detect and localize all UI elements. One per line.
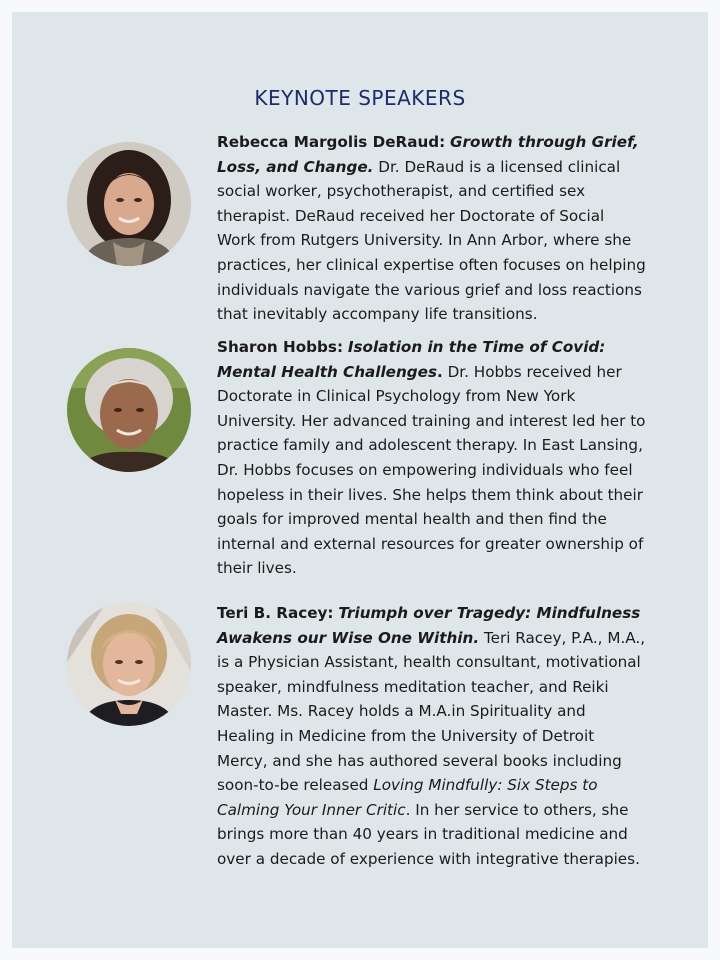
portrait-racey-image xyxy=(67,602,191,726)
speaker-name: Rebecca Margolis DeRaud: xyxy=(217,133,446,151)
portrait-hobbs-image xyxy=(67,348,191,472)
speaker-deraud xyxy=(217,130,647,327)
speaker-photo-hobbs xyxy=(67,348,191,472)
speaker-name: Sharon Hobbs: xyxy=(217,338,344,356)
page-title: KEYNOTE SPEAKERS xyxy=(254,86,466,110)
speaker-bio: Dr. DeRaud is a licensed clinical social worker, psychotherapist, and certified sex therapist. DeRaud received her Doctorate of Social Work from Rutgers University. In Ann Arbor, where she practices, her clinical expertise often focuses on helping individuals navigate the various grief and loss reactions that inevitably accompany life transitions. xyxy=(217,157,646,324)
talk-title: Triumph over Tragedy: Mindfulness Awakens our Wise One Within. xyxy=(217,604,641,647)
speaker-bio: Teri Racey, P.A., M.A., is a Physician Assistant, health consultant, motivational speaker, mindfulness meditation teacher, and Reiki Master. Ms. Racey holds a M.A.in Spirituality and Healing in Medicine from the University of Detroit Mercy, and she has authored several books including soon-to-be released xyxy=(217,628,646,795)
talk-title: Growth through Grief, Loss, and Change. xyxy=(217,133,639,176)
speaker-photo-racey xyxy=(67,602,191,726)
speaker-bio-end: . In her service to others, she brings more than 40 years in traditional medicine and over a decade of experience with integrative therapies. xyxy=(217,800,640,868)
speaker-name: Teri B. Racey: xyxy=(217,604,334,622)
talk-title-suffix: . xyxy=(437,362,443,381)
flyer-card xyxy=(12,12,708,948)
speaker-photo-deraud xyxy=(67,142,191,266)
speaker-racey xyxy=(217,601,647,872)
book-title: Loving Mindfully: Six Steps to Calming Your Inner Critic xyxy=(217,776,598,819)
talk-title: Isolation in the Time of Covid: Mental Health Challenges xyxy=(217,338,606,381)
speaker-bio: Dr. Hobbs received her Doctorate in Clinical Psychology from New York University. Her advanced training and interest led her to practice family and adolescent therapy. In East Lansing, Dr. Hobbs focuses on empowering individuals who feel hopeless in their lives. She helps them think about their goals for improved mental health and then find the internal and external resources for greater ownership of their lives. xyxy=(217,362,646,578)
portrait-deraud-image xyxy=(67,142,191,266)
speaker-hobbs xyxy=(217,335,647,581)
